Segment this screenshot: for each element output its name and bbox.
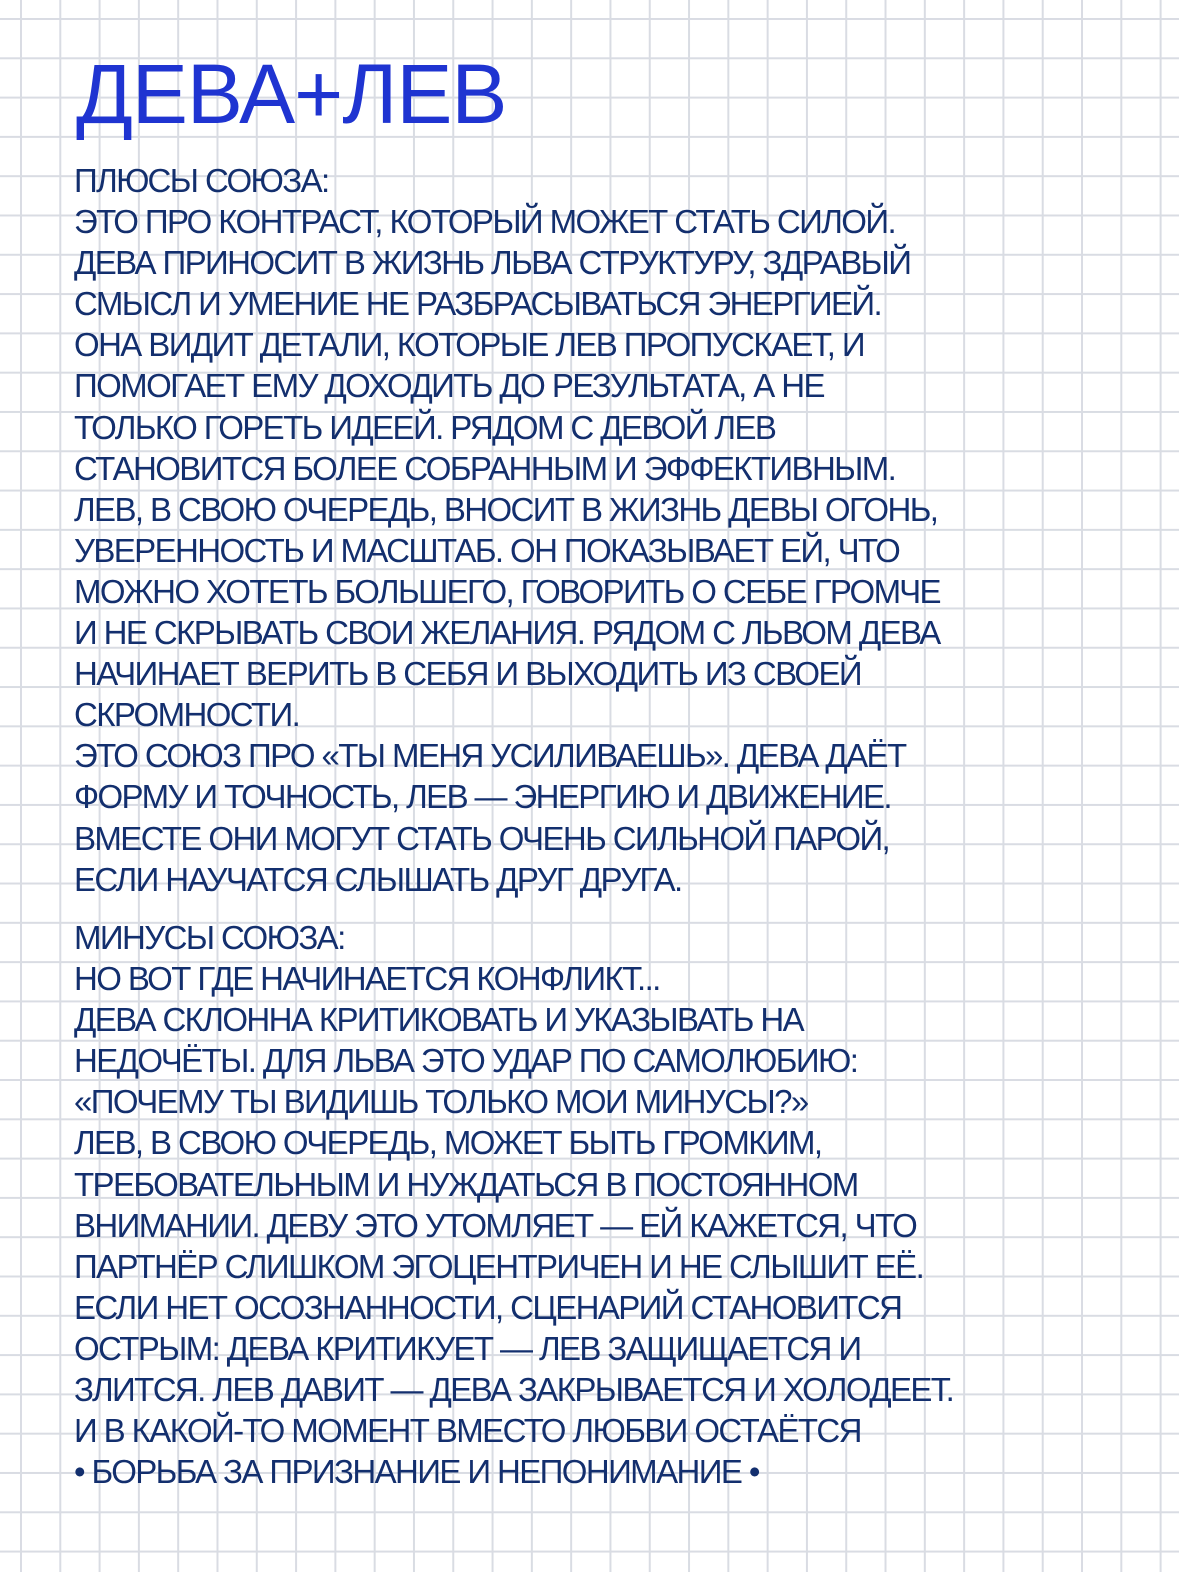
minus-line: НО ВОТ ГДЕ НАЧИНАЕТСЯ КОНФЛИКТ... xyxy=(74,960,660,998)
plus-line: ЕСЛИ НАУЧАТСЯ СЛЫШАТЬ ДРУГ ДРУГА. xyxy=(74,860,682,898)
plus-line: ФОРМУ И ТОЧНОСТЬ, ЛЕВ — ЭНЕРГИЮ И ДВИЖЕНИЕ. xyxy=(74,778,891,816)
plus-line: ЛЕВ, В СВОЮ ОЧЕРЕДЬ, ВНОСИТ В ЖИЗНЬ ДЕВЫ ОГОНЬ, xyxy=(74,490,938,528)
minus-line: ЛЕВ, В СВОЮ ОЧЕРЕДЬ, МОЖЕТ БЫТЬ ГРОМКИМ, xyxy=(74,1124,822,1162)
minus-summary-line: • БОРЬБА ЗА ПРИЗНАНИЕ И НЕПОНИМАНИЕ • xyxy=(74,1453,759,1491)
minus-line: ЗЛИТСЯ. ЛЕВ ДАВИТ — ДЕВА ЗАКРЫВАЕТСЯ И ХОЛОДЕЕТ. xyxy=(74,1371,954,1409)
plus-section xyxy=(74,160,1134,900)
minus-line: ПАРТНЁР СЛИШКОМ ЭГОЦЕНТРИЧЕН И НЕ СЛЫШИТ ЕЁ. xyxy=(74,1247,924,1285)
minus-line: ОСТРЫМ: ДЕВА КРИТИКУЕТ — ЛЕВ ЗАЩИЩАЕТСЯ И xyxy=(74,1329,861,1367)
page-title: ДЕВА+ЛЕВ xyxy=(76,47,507,141)
plus-line: ТОЛЬКО ГОРЕТЬ ИДЕЕЙ. РЯДОМ С ДЕВОЙ ЛЕВ xyxy=(74,408,776,446)
plus-line: СМЫСЛ И УМЕНИЕ НЕ РАЗБРАСЫВАТЬСЯ ЭНЕРГИЕЙ. xyxy=(74,285,882,323)
plus-line: ОНА ВИДИТ ДЕТАЛИ, КОТОРЫЕ ЛЕВ ПРОПУСКАЕТ, И xyxy=(74,326,864,364)
plus-line: СКРОМНОСТИ. xyxy=(74,696,300,734)
plus-line: ДЕВА ПРИНОСИТ В ЖИЗНЬ ЛЬВА СТРУКТУРУ, ЗДРАВЫЙ xyxy=(74,244,911,282)
plus-section-heading: ПЛЮСЫ СОЮЗА: xyxy=(74,162,329,199)
minus-line: ТРЕБОВАТЕЛЬНЫМ И НУЖДАТЬСЯ В ПОСТОЯННОМ xyxy=(74,1165,858,1203)
minus-line: И В КАКОЙ-ТО МОМЕНТ ВМЕСТО ЛЮБВИ ОСТАЁТСЯ xyxy=(74,1412,861,1450)
minus-line: ВНИМАНИИ. ДЕВУ ЭТО УТОМЛЯЕТ — ЕЙ КАЖЕТСЯ, ЧТО xyxy=(74,1206,917,1244)
minus-section-heading: МИНУСЫ СОЮЗА: xyxy=(74,919,345,956)
plus-line: И НЕ СКРЫВАТЬ СВОИ ЖЕЛАНИЯ. РЯДОМ С ЛЬВОМ ДЕВА xyxy=(74,614,940,652)
minus-section xyxy=(74,917,1134,1492)
plus-line: НАЧИНАЕТ ВЕРИТЬ В СЕБЯ И ВЫХОДИТЬ ИЗ СВОЕЙ xyxy=(74,655,861,693)
minus-line: «ПОЧЕМУ ТЫ ВИДИШЬ ТОЛЬКО МОИ МИНУСЫ?» xyxy=(74,1083,808,1121)
minus-line: ДЕВА СКЛОННА КРИТИКОВАТЬ И УКАЗЫВАТЬ НА xyxy=(74,1001,803,1039)
plus-line: ЭТО ПРО КОНТРАСТ, КОТОРЫЙ МОЖЕТ СТАТЬ СИЛОЙ. xyxy=(74,203,896,241)
plus-line: ПОМОГАЕТ ЕМУ ДОХОДИТЬ ДО РЕЗУЛЬТАТА, А НЕ xyxy=(74,367,824,405)
minus-line: ЕСЛИ НЕТ ОСОЗНАННОСТИ, СЦЕНАРИЙ СТАНОВИТСЯ xyxy=(74,1288,902,1326)
minus-line: НЕДОЧЁТЫ. ДЛЯ ЛЬВА ЭТО УДАР ПО САМОЛЮБИЮ: xyxy=(74,1042,858,1080)
plus-line: ВМЕСТЕ ОНИ МОГУТ СТАТЬ ОЧЕНЬ СИЛЬНОЙ ПАРОЙ, xyxy=(74,819,890,857)
plus-line: МОЖНО ХОТЕТЬ БОЛЬШЕГО, ГОВОРИТЬ О СЕБЕ ГРОМЧЕ xyxy=(74,572,940,610)
plus-line: УВЕРЕННОСТЬ И МАСШТАБ. ОН ПОКАЗЫВАЕТ ЕЙ, ЧТО xyxy=(74,531,900,569)
plus-line: ЭТО СОЮЗ ПРО «ТЫ МЕНЯ УСИЛИВАЕШЬ». ДЕВА ДАЁТ xyxy=(74,737,906,775)
plus-line: СТАНОВИТСЯ БОЛЕЕ СОБРАННЫМ И ЭФФЕКТИВНЫМ. xyxy=(74,449,896,487)
